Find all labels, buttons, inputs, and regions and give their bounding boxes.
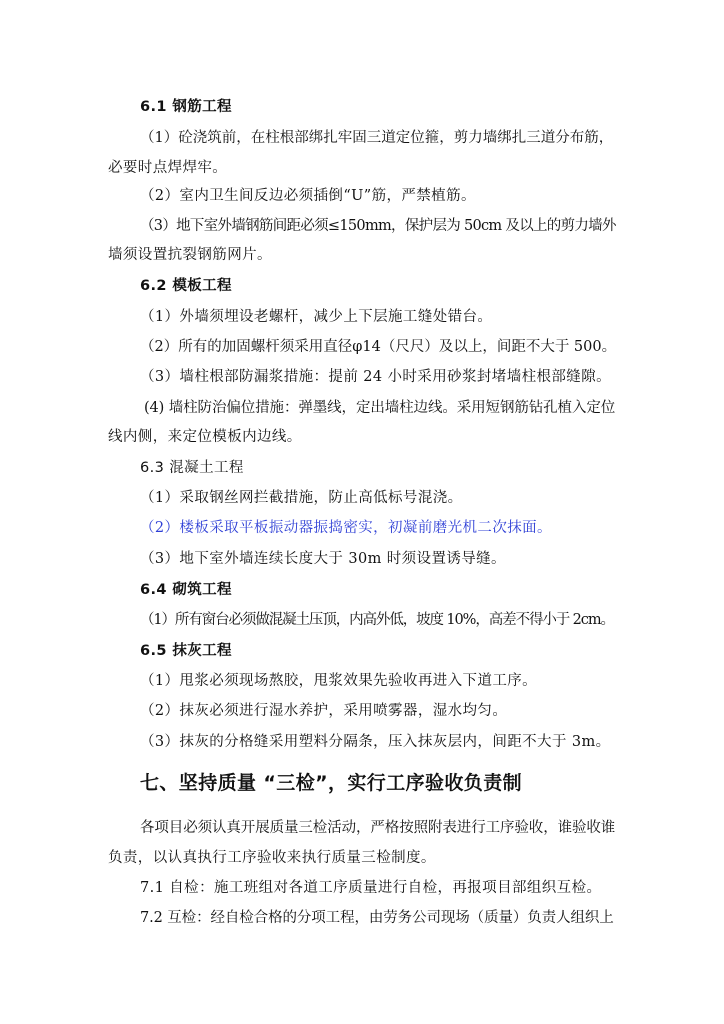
paragraph-line: （3）地下室外墙钢筋间距必须≤150mm，保护层为 50cm 及以上的剪力墙外	[140, 218, 616, 234]
paragraph-line: （3）抹灰的分格缝采用塑料分隔条，压入抹灰层内，间距不大于 3m。	[140, 734, 611, 750]
paragraph-line: （2）抹灰必须进行湿水养护，采用喷雾器，湿水均匀。	[140, 703, 508, 719]
paragraph-line: 各项目必须认真开展质量三检活动，严格按照附表进行工序验收，谁验收谁	[140, 820, 616, 836]
paragraph-line: （1）甩浆必须现场熬胶，甩浆效果先验收再进入下道工序。	[140, 673, 538, 689]
paragraph-line: 必要时点焊焊牢。	[108, 160, 228, 176]
paragraph-line: （3）墙柱根部防漏浆措施：提前 24 小时采用砂浆封堵墙柱根部缝隙。	[140, 369, 611, 385]
chapter-heading: 七、坚持质量 “三检”，实行工序验收负责制	[140, 772, 522, 794]
paragraph-line: （1）外墙须埋设老螺杆，减少上下层施工缝处错台。	[140, 309, 493, 325]
paragraph-line: 7.1 自检：施工班组对各道工序质量进行自检，再报项目部组织互检。	[140, 880, 602, 896]
paragraph-line: 负责，以认真执行工序验收来执行质量三检制度。	[108, 850, 436, 866]
section-heading-6-5: 6.5 抹灰工程	[140, 643, 232, 659]
section-heading-6-4: 6.4 砌筑工程	[140, 582, 232, 598]
paragraph-line: 7.2 互检：经自检合格的分项工程，由劳务公司现场（质量）负责人组织上	[140, 910, 614, 926]
paragraph-line: 线内侧，来定位模板内边线。	[108, 429, 302, 445]
paragraph-line: 墙须设置抗裂钢筋网片。	[108, 247, 272, 263]
paragraph-line: （1）所有窗台必须做混凝土压顶，内高外低，坡度 10%，高差不得小于 2cm。	[140, 612, 614, 628]
paragraph-line: （2）所有的加固螺杆须采用直径φ14（尺尺）及以上，间距不大于 500。	[140, 339, 617, 355]
paragraph-line: （1）砼浇筑前，在柱根部绑扎牢固三道定位箍，剪力墙绑扎三道分布筋，	[140, 130, 614, 146]
highlighted-line: （2）楼板采取平板振动器振捣密实，初凝前磨光机二次抹面。	[140, 520, 552, 536]
paragraph-line: （1）采取钢丝网拦截措施，防止高低标号混浇。	[140, 490, 463, 506]
paragraph-line: (4) 墙柱防治偏位措施：弹墨线，定出墙柱边线。采用短钢筋钻孔植入定位	[144, 400, 616, 416]
section-heading-6-3: 6.3 混凝土工程	[140, 460, 244, 476]
paragraph-line: （2）室内卫生间反边必须插倒“U”筋，严禁植筋。	[140, 188, 476, 204]
paragraph-line: （3）地下室外墙连续长度大于 30m 时须设置诱导缝。	[140, 551, 506, 567]
section-heading-6-1: 6.1 钢筋工程	[140, 99, 232, 115]
section-heading-6-2: 6.2 模板工程	[140, 278, 232, 294]
